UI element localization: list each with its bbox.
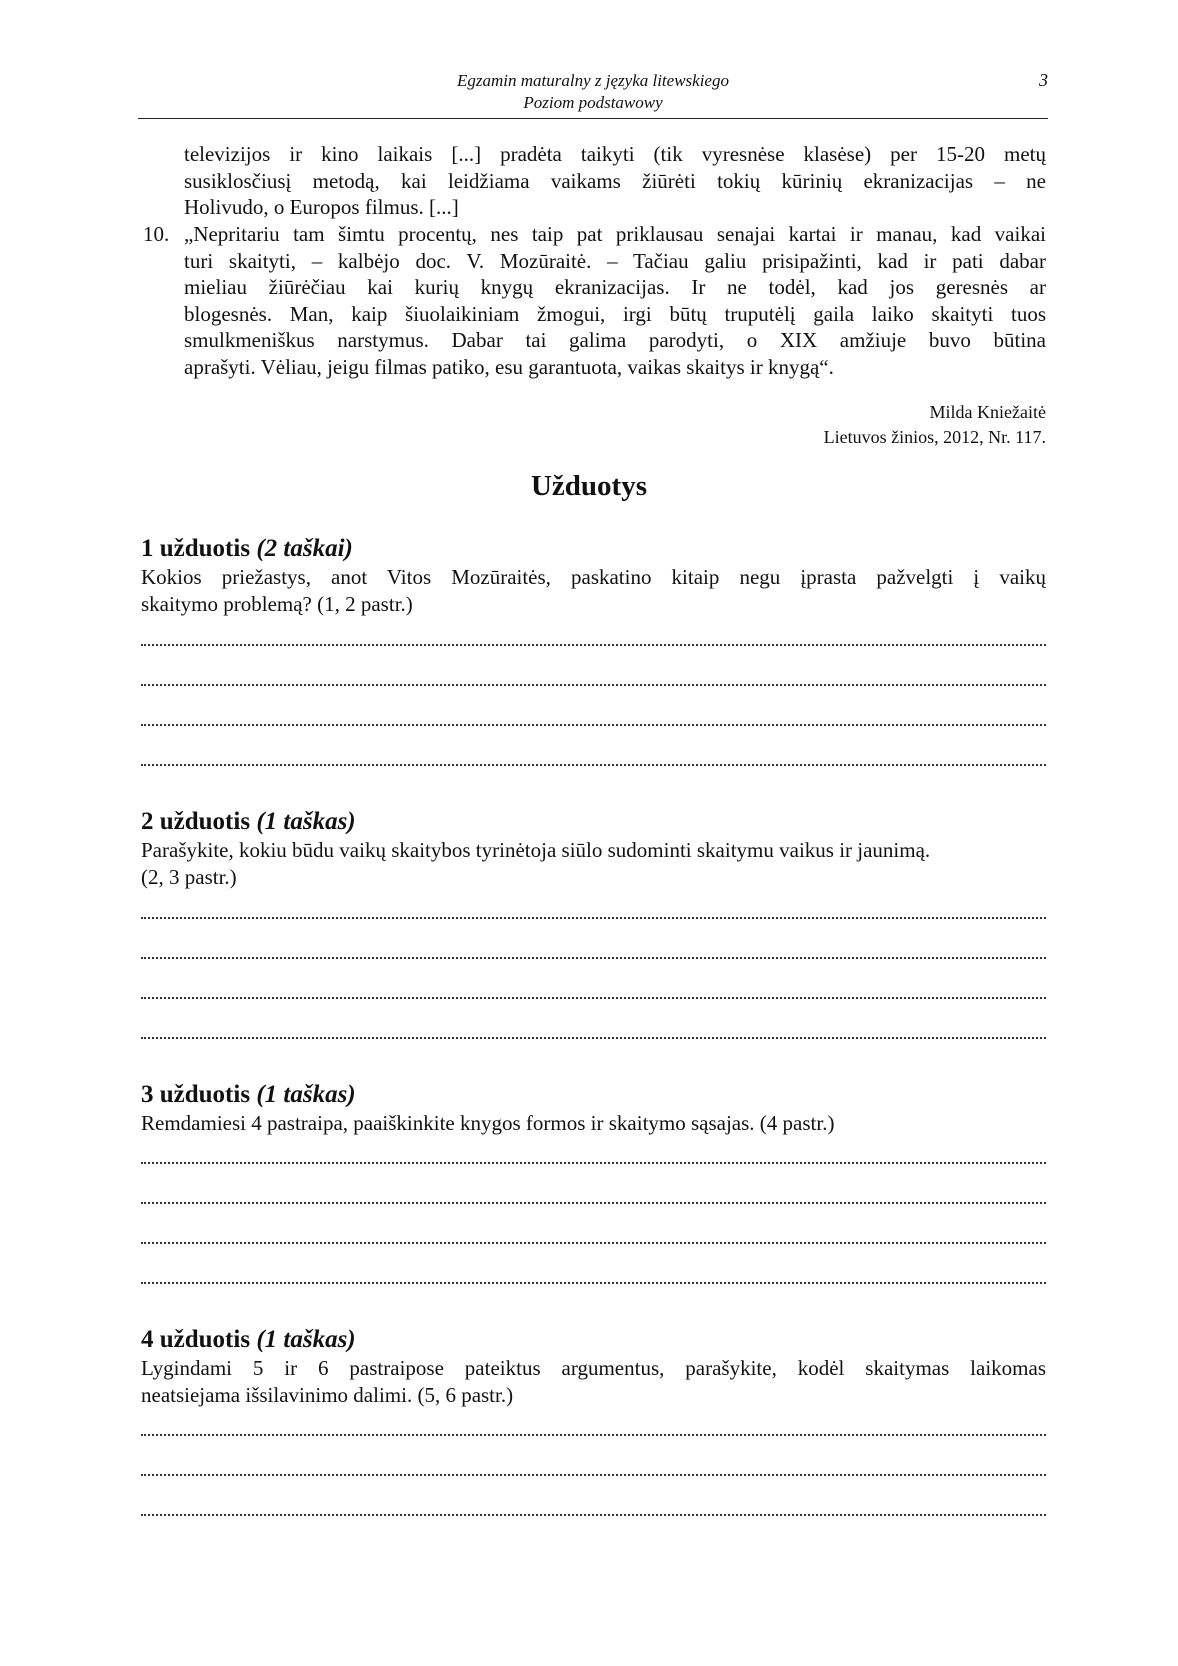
source-author: Milda Kniežaitė [929,402,1046,422]
question-line: Parašykite, kokiu būdu vaikų skaitybos tyrinėtoja siūlo sudominti skaitymu vaikus ir jaunimą. [141,838,931,862]
answer-line[interactable] [141,1035,1046,1039]
task-label: 1 užduotis [141,535,251,562]
passage-line: susiklosčiusį metodą, kai leidžiama vaikams žiūrėti tokių kūrinių ekranizacijas – ne [184,168,1046,193]
task-points: (1 taškas) [256,808,356,835]
answer-line[interactable] [141,915,1046,919]
question-line: Lygindami 5 ir 6 pastraipose pateiktus argumentus, parašykite, kodėl skaitymas laikomas [141,1356,1046,1380]
answer-line[interactable] [141,1200,1046,1204]
page-header [138,68,1048,119]
answer-line[interactable] [141,1432,1046,1436]
task-1 [141,534,1046,617]
question-line: Remdamiesi 4 pastraipa, paaiškinkite knygos formos ir skaitymo sąsajas. (4 pastr.) [141,1111,835,1135]
passage-line: Holivudo, o Europos filmus. [...] [184,195,459,219]
answer-line[interactable] [141,995,1046,999]
answer-line[interactable] [141,955,1046,959]
answer-line[interactable] [141,1280,1046,1284]
passage-line: blogesnės. Man, kaip šiuolaikiniam žmogui, irgi būtų truputėlį gaila laiko skaityti tuos [184,301,1046,326]
question-line: (2, 3 pastr.) [141,864,237,889]
task-title [141,534,1046,564]
task-label: 2 užduotis [141,808,251,835]
question-line: skaitymo problemą? (1, 2 pastr.) [141,591,413,616]
paragraph-10 [184,221,1046,380]
passage-continuation [184,141,1046,221]
header-title [138,70,1048,114]
task-label: 4 užduotis [141,1326,251,1353]
answer-line[interactable] [141,682,1046,686]
task-points: (2 taškai) [256,535,353,562]
passage-line: „Nepritariu tam šimtu procentų, nes taip pat priklausau senajai kartai ir manau, kad vaikai [184,222,1046,246]
task-question [141,837,1046,890]
section-title: Užduotys [530,470,647,502]
passage-line: televizijos ir kino laikais [...] pradėta taikyti (tik vyresnėse klasėse) per 15-20 metų [184,142,1046,166]
question-line: Kokios priežastys, anot Vitos Mozūraitės, paskatino kitaip negu įprasta pažvelgti į vaikų [141,565,1046,589]
answer-line[interactable] [141,642,1046,646]
task-question [141,1355,1046,1408]
task-points: (1 taškas) [256,1081,356,1108]
answer-line[interactable] [141,722,1046,726]
header-line-2: Poziom podstawowy [523,93,663,112]
answer-line[interactable] [141,1160,1046,1164]
passage-line: turi skaityti, – kalbėjo doc. V. Mozūraitė. – Tačiau galiu prisipažinti, kad ir pati dabar [184,248,1046,273]
source-publication: Lietuvos žinios, 2012, Nr. 117. [823,427,1046,447]
passage-line: aprašyti. Vėliau, jeigu filmas patiko, esu garantuota, vaikas skaitys ir knygą“. [184,354,834,379]
passage-line: mieliau žiūrėčiau kai kurių knygų ekranizacijas. Ir ne todėl, kad jos geresnės ar [184,275,1046,299]
task-question [141,1110,1046,1137]
task-label: 3 užduotis [141,1081,251,1108]
task-title [141,1080,1046,1110]
answer-line[interactable] [141,1472,1046,1476]
header-line-1: Egzamin maturalny z języka litewskiego [457,71,729,90]
passage-source [824,400,1046,450]
task-title [141,807,1046,837]
task-question [141,564,1046,617]
answer-line[interactable] [141,1240,1046,1244]
passage-line: smulkmeniškus narstymus. Dabar tai galima parodyti, o XIX amžiuje buvo būtina [184,328,1046,352]
task-title [141,1325,1046,1355]
task-points: (1 taškas) [256,1326,356,1353]
answer-line[interactable] [141,1512,1046,1516]
task-3 [141,1080,1046,1137]
paragraph-number: 10. [143,222,170,246]
page-number: 3 [1039,70,1048,90]
task-2 [141,807,1046,890]
task-4 [141,1325,1046,1408]
question-line: neatsiejama išsilavinimo dalimi. (5, 6 pastr.) [141,1382,514,1407]
answer-line[interactable] [141,762,1046,766]
